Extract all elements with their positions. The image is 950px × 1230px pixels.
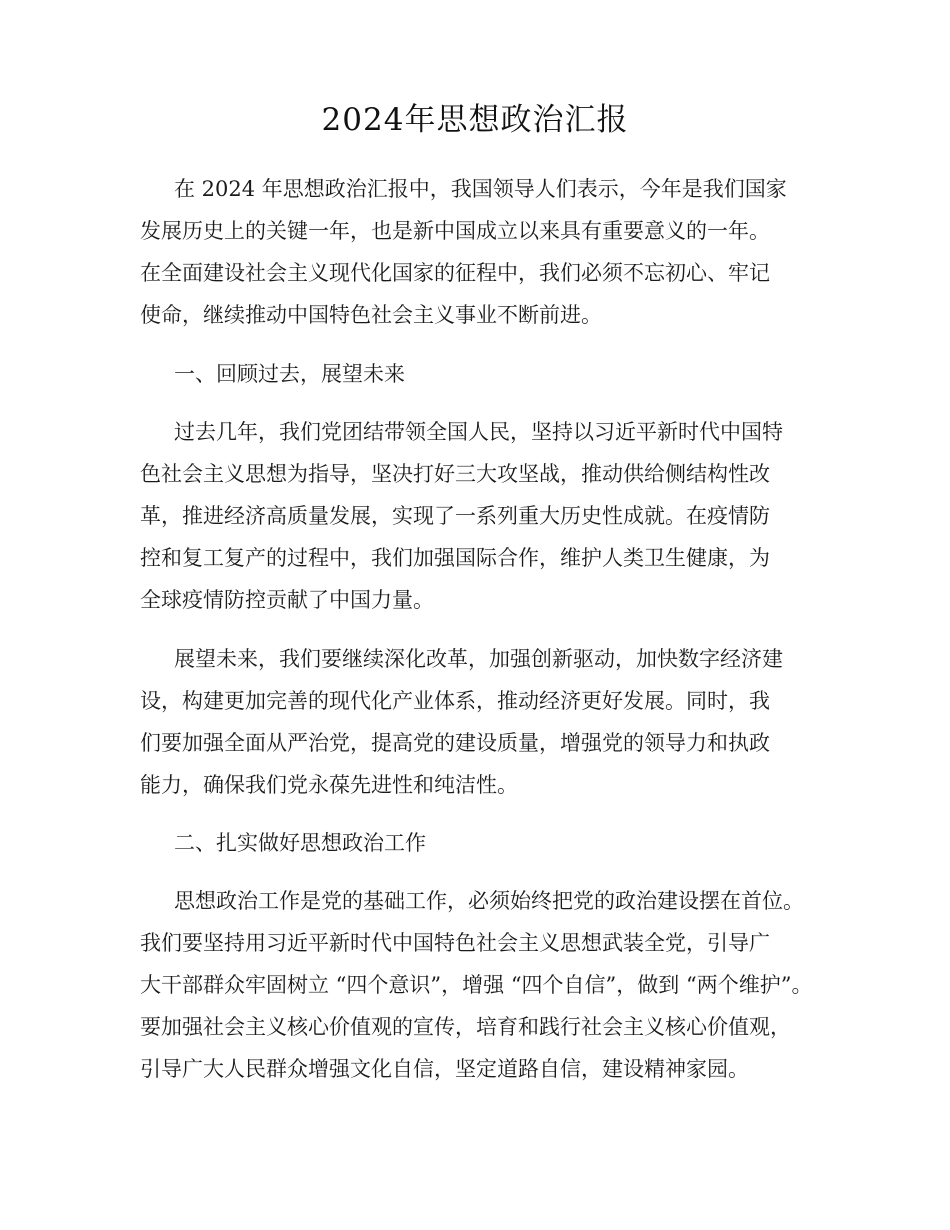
paragraph-3-line-4: 能力，确保我们党永葆先进性和纯洁性。 [140,773,518,797]
section-heading-2: 二、扎实做好思想政治工作 [174,831,426,855]
paragraph-1-line-4: 使命，继续推动中国特色社会主义事业不断前进。 [140,303,602,327]
paragraph-3-line-1: 展望未来，我们要继续深化改革，加强创新驱动，加快数字经济建 [174,647,783,671]
paragraph-4-line-2: 我们要坚持用习近平新时代中国特色社会主义思想武装全党，引导广 [140,931,770,955]
paragraph-2-line-4: 控和复工复产的过程中，我们加强国际合作，维护人类卫生健康，为 [140,546,770,570]
paragraph-4-line-5: 引导广大人民群众增强文化自信，坚定道路自信，建设精神家园。 [140,1057,749,1081]
paragraph-3-line-3: 们要加强全面从严治党，提高党的建设质量，增强党的领导力和执政 [140,731,770,755]
paragraph-1-line-2: 发展历史上的关键一年，也是新中国成立以来具有重要意义的一年。 [140,219,770,243]
paragraph-4-line-1: 思想政治工作是党的基础工作，必须始终把党的政治建设摆在首位。 [174,889,804,913]
paragraph-1-line-1: 在 2024 年思想政治汇报中，我国领导人们表示，今年是我们国家 [174,177,787,201]
paragraph-4-line-4: 要加强社会主义核心价值观的宣传，培育和践行社会主义核心价值观， [140,1015,791,1039]
paragraph-3-line-2: 设，构建更加完善的现代化产业体系，推动经济更好发展。同时，我 [140,689,770,713]
paragraph-4-line-3: 大干部群众牢固树立 “四个意识”，增强 “四个自信”，做到 “两个维护”。 [140,973,813,997]
paragraph-2-line-1: 过去几年，我们党团结带领全国人民，坚持以习近平新时代中国特 [174,420,783,444]
section-heading-1: 一、回顾过去，展望未来 [174,362,405,386]
paragraph-1-line-3: 在全面建设社会主义现代化国家的征程中，我们必须不忘初心、牢记 [140,261,770,285]
paragraph-2-line-5: 全球疫情防控贡献了中国力量。 [140,588,434,612]
paragraph-2-line-3: 革，推进经济高质量发展，实现了一系列重大历史性成就。在疫情防 [140,504,770,528]
paragraph-2-line-2: 色社会主义思想为指导，坚决打好三大攻坚战，推动供给侧结构性改 [140,462,770,486]
document-title: 2024年思想政治汇报 [321,102,629,138]
